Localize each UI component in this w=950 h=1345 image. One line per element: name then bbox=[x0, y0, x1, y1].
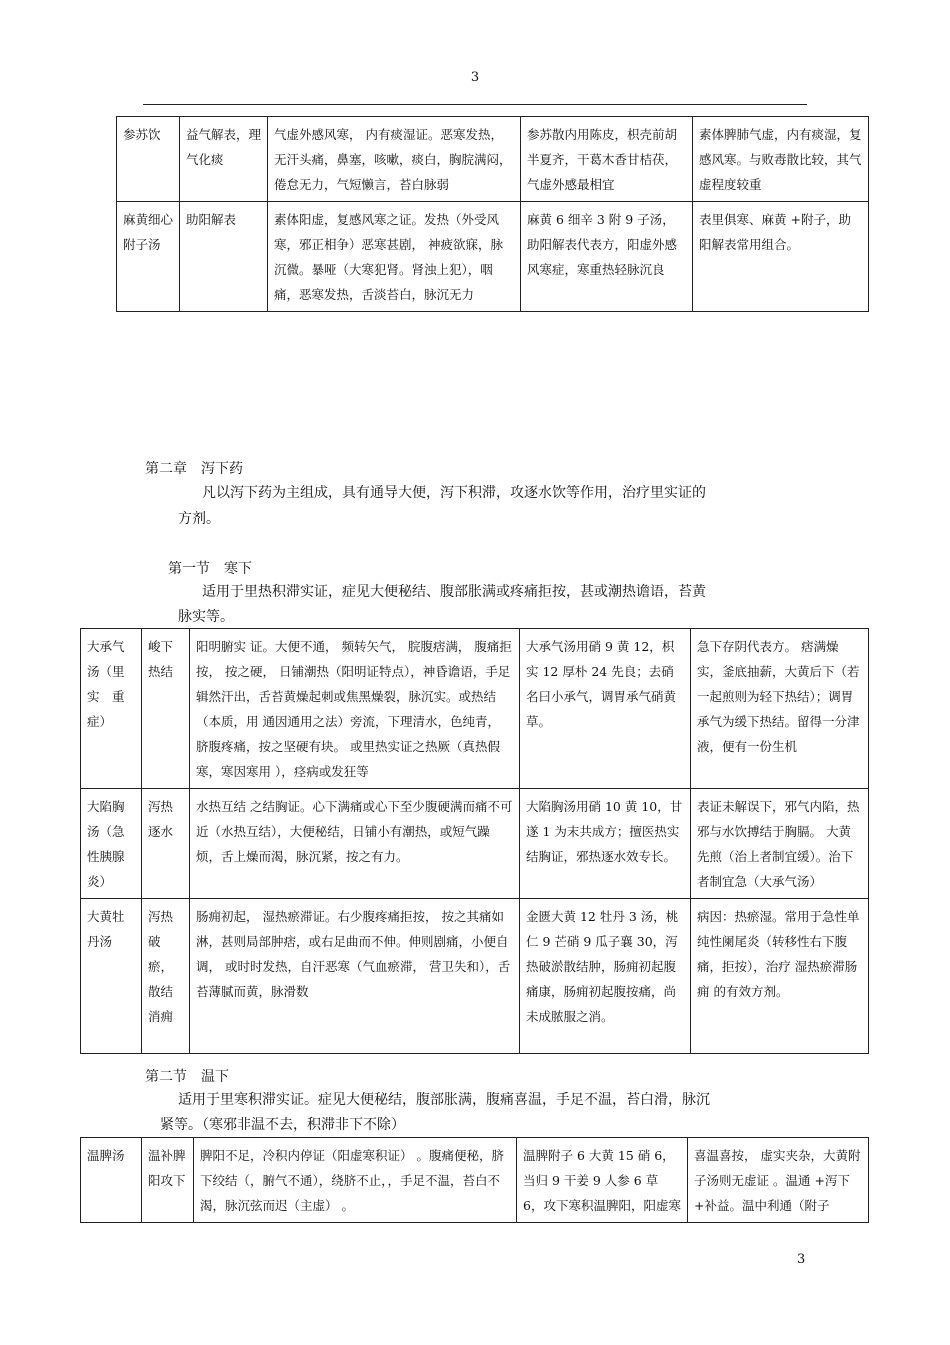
table-row bbox=[81, 629, 869, 789]
table-cell: 阳明腑实 证。大便不通， 频转矢气， 脘腹痞满， 腹痛拒按， 按之硬， 日铺潮热（阳明证特点），神昏谵语，手足辑然汗出，舌苔黄燥起刺或焦黑燥裂，脉沉实。或热结（本质，用 通因通用之法）旁流，下理清水，色纯青， 脐腹疼痛，按之坚硬有块。 或里热实证之热厥（真热假寒，寒因寒用 ），痉病或发狂等 bbox=[190, 629, 520, 789]
table-cell: 脾阳不足，冷积内停证（阳虚寒积证） 。腹痛便秘，脐下绞结（，腑气不通），绕脐不止，，手足不温，苔白不渴，脉沉弦而迟（主虚） 。 bbox=[194, 1138, 517, 1223]
page-number-bottom: 3 bbox=[797, 1252, 806, 1267]
table-cell: 大陷胸汤（急性胰腺炎） bbox=[81, 789, 142, 899]
table-cell: 金匮大黄 12 牡丹 3 汤，桃仁 9 芒硝 9 瓜子襄 30，泻热破淤散结肿，肠痈初起腹痛康，肠痈初起腹按痛，尚未成脓服之消。 bbox=[520, 899, 691, 1054]
table-cell: 麻黄细心附子汤 bbox=[117, 202, 180, 312]
table-cell: 助阳解表 bbox=[180, 202, 268, 312]
table-row bbox=[117, 117, 869, 202]
chapter-title: 第二章 泻下药 bbox=[145, 461, 243, 477]
table-cell: 大承气汤用硝 9 黄 12，枳实 12 厚朴 24 先良；去硝名曰小承气，调胃承气硝黄草。 bbox=[520, 629, 691, 789]
table-cell: 温脾附子 6 大黄 15 硝 6，当归 9 干姜 9 人参 6 草 6，攻下寒积温脾阳，阳虚寒 bbox=[517, 1138, 688, 1223]
table-cell: 水热互结 之结胸证。心下满痛或心下至少腹硬满而痛不可近（水热互结），大便秘结，日铺小有潮热，或短气躁烦，舌上燥而渴，脉沉紧，按之有力。 bbox=[190, 789, 520, 899]
section-desc-cold-purging-cont: 脉实等。 bbox=[178, 609, 234, 625]
table-cell: 气虚外感风寒， 内有痰湿证。恶寒发热，无汗头痛，鼻塞，咳嗽，痰白，胸脘满闷，倦怠无力，气短懒言，苔白脉弱 bbox=[268, 117, 521, 202]
table-cell: 大承气汤（里 实 重症） bbox=[81, 629, 142, 789]
section-desc-cold-purging: 适用于里热积滞实证，症见大便秘结、腹部胀满或疼痛拒按，甚或潮热谵语，苔黄 bbox=[202, 584, 706, 600]
table-cell: 麻黄 6 细辛 3 附 9 子汤，助阳解表代表方，阳虚外感风寒症，寒重热轻脉沉良 bbox=[521, 202, 693, 312]
page-number-top: 3 bbox=[470, 70, 480, 85]
table-cell: 峻下热结 bbox=[142, 629, 190, 789]
table-cell: 参苏散内用陈皮，枳壳前胡半夏齐，干葛木香甘桔茯，气虚外感最相宜 bbox=[521, 117, 693, 202]
table-cell: 温脾汤 bbox=[81, 1138, 142, 1223]
table-cell: 泻热逐水 bbox=[142, 789, 190, 899]
section-title-warm-purging: 第二节 温下 bbox=[145, 1069, 229, 1085]
table-cell: 素体脾肺气虚，内有痰湿，复感风寒。与败毒散比较，其气虚程度较重 bbox=[693, 117, 869, 202]
table-cell: 大黄牡丹汤 bbox=[81, 899, 142, 1054]
header-rule bbox=[143, 104, 807, 105]
table-cell: 表里俱寒、麻黄 +附子，助阳解表常用组合。 bbox=[693, 202, 869, 312]
table-cell: 肠痈初起， 湿热瘀滞证。右少腹疼痛拒按， 按之其痛如淋，甚则局部肿痞，或右足曲而不伸。伸则剧痛，小便自调， 或时时发热，自汗恶寒（气血瘀滞， 营卫失和），舌苔薄腻而黄，脉滑数 bbox=[190, 899, 520, 1054]
table-cell: 大陷胸汤用硝 10 黄 10，甘遂 1 为末共成方；擅医热实结胸证，邪热逐水效专长。 bbox=[520, 789, 691, 899]
section-title-cold-purging: 第一节 寒下 bbox=[168, 561, 252, 577]
table-cell: 泻热破瘀，散结消痈 bbox=[142, 899, 190, 1054]
table-cell: 素体阳虚，复感风寒之证。发热（外受风寒，邪正相争）恶寒甚剧， 神疲欲寐，脉沉微。暴哑（大寒犯肾。肾浊上犯），咽痛，恶寒发热，舌淡苔白，脉沉无力 bbox=[268, 202, 521, 312]
table-cell: 病因：热瘀湿。常用于急性单纯性阑尾炎（转移性右下腹痛，拒按），治疗 湿热瘀滞肠痈 的有效方剂。 bbox=[691, 899, 869, 1054]
table-cell: 急下存阴代表方。 痞满燥实，釜底抽薪，大黄后下（若一起煎则为轻下热结）；调胃承气为缓下热结。留得一分津液，便有一份生机 bbox=[691, 629, 869, 789]
chapter-intro-cont: 方剂。 bbox=[178, 511, 220, 527]
formula-table-3 bbox=[80, 1137, 869, 1223]
table-cell: 表证未解误下，邪气内陷，热邪与水饮搏结于胸膈。 大黄先煎（治上者制宜缓）。治下者制宜急（大承气汤） bbox=[691, 789, 869, 899]
table-cell: 喜温喜按， 虚实夹杂，大黄附子汤则无虚证 。温通 +泻下+补益。温中利通（附子 bbox=[688, 1138, 869, 1223]
table-row bbox=[81, 1138, 869, 1223]
table-row bbox=[117, 202, 869, 312]
table-cell: 参苏饮 bbox=[117, 117, 180, 202]
table-cell: 益气解表，理气化痰 bbox=[180, 117, 268, 202]
section-desc-warm-purging: 适用于里寒积滞实证。症见大便秘结，腹部胀满，腹痛喜温，手足不温，苔白滑，脉沉 bbox=[178, 1092, 710, 1108]
table-row bbox=[81, 789, 869, 899]
chapter-intro: 凡以泻下药为主组成，具有通导大便，泻下积滞，攻逐水饮等作用，治疗里实证的 bbox=[202, 485, 706, 501]
formula-table-2 bbox=[80, 628, 869, 1054]
section-desc-warm-purging-cont: 紧等。（寒邪非温不去，积滞非下不除） bbox=[160, 1117, 405, 1133]
formula-table-1 bbox=[116, 116, 869, 312]
table-row bbox=[81, 899, 869, 1054]
table-cell: 温补脾阳攻下 bbox=[142, 1138, 194, 1223]
